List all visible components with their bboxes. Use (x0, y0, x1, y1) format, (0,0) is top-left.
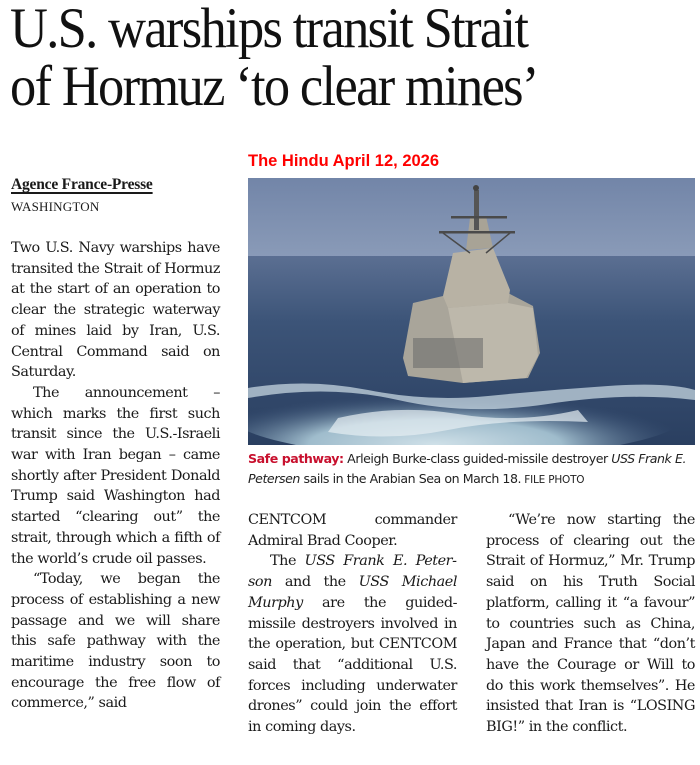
paragraph: “Today, we began the process of establishing a new passage and we will share this safe pathway with the maritime industry soon to encourage the free flow of commerce,” said (11, 571, 220, 712)
paragraph (248, 551, 457, 737)
caption-lead: Safe pathway: (248, 451, 344, 466)
headline-line-1: U.S. warships transit Strait (10, 0, 528, 60)
ship-name: USS Michael Murphy (248, 574, 457, 611)
photo-caption (248, 449, 698, 490)
text-run: and the (271, 574, 359, 591)
news-photo-destroyer (248, 178, 695, 445)
paragraph: CENTCOM commander Admiral Brad Cooper. (248, 512, 457, 549)
article-column-3 (486, 510, 695, 738)
paragraph: The announcement – which marks the first such transit since the U.S.-Israeli war with Iran began – came shortly after President Donald Trump said Washington had started “clearing out” the strait, through which a fifth of the world’s crude oil passes. (11, 384, 220, 567)
destroyer-illustration (248, 178, 695, 445)
text-run: are the guided-missile destroyers involved in the operation, but CENTCOM said that “additional U.S. forces including underwater drones” could join the effort in coming days. (248, 594, 457, 736)
byline-agency: Agence France-Presse (11, 176, 153, 193)
paragraph: “We’re now starting the process of clearing out the Strait of Hormuz,” Mr. Trump said on his Truth Social platform, calling it “a favour” to countries such as China, Japan and France that “don’t have the Courage or Will to do this work themselves”. He insisted that Iran is “LOSING BIG!” in the conflict. (486, 512, 695, 736)
caption-ship-name: USS Frank E. Petersen (248, 451, 687, 486)
ship-name: USS Frank E. Peterson (248, 553, 457, 591)
article-column-1 (11, 238, 220, 714)
caption-text-1: Arleigh Burke-class guided-missile destroyer (343, 451, 612, 466)
source-date-stamp: The Hindu April 12, 2026 (248, 152, 440, 170)
paragraph: Two U.S. Navy warships have transited the Strait of Hormuz at the start of an operation to clear the strategic waterway of mines laid by Iran, U.S. Central Command said on Saturday. (11, 240, 220, 381)
text-run: The (270, 553, 305, 570)
article-column-2 (248, 510, 457, 738)
ship-mast (474, 190, 479, 230)
caption-text-2: sails in the Arabian Sea on March 18. (299, 471, 522, 486)
dateline: WASHINGTON (11, 199, 100, 214)
headline (10, 0, 645, 116)
caption-photo-credit: FILE PHOTO (521, 474, 585, 486)
headline-line-2: of Hormuz ‘to clear mines’ (10, 55, 538, 118)
